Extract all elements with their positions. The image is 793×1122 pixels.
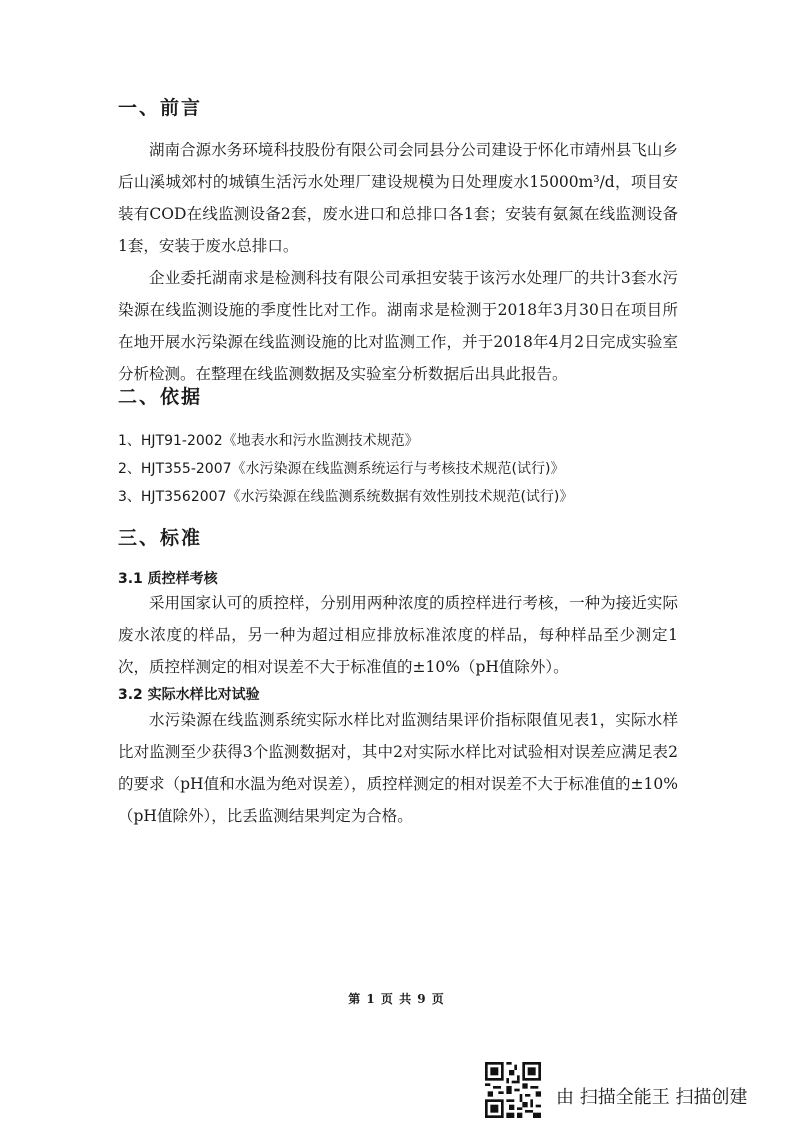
section-heading-basis: 二、依据 [118,386,203,408]
reference-item-2: 2、HJT355-2007《水污染源在线监测系统运行与考核技术规范(试行)》 [118,461,565,477]
qr-code-icon [485,1062,541,1118]
preface-paragraph-2: 企业委托湖南求是检测科技有限公司承担安装于该污水处理厂的共计3套水污染源在线监测设施的季度性比对工作。湖南求是检测于2018年3月30日在项目所在地开展水污染源在线监测设施的比对监测工作，并于2018年4月2日完成实验室分析检测。在整理在线监测数据及实验室分析数据后出具此报告。 [118,269,678,383]
page-number: 第 1 页 共 9 页 [348,992,445,1006]
reference-item-3: 3、HJT3562007《水污染源在线监测系统数据有效性别技术规范(试行)》 [118,489,574,505]
preface-paragraph-1: 湖南合源水务环境科技股份有限公司会同县分公司建设于怀化市靖州县飞山乡后山溪城郊村的城镇生活污水处理厂建设规模为日处理废水15000m³/d，项目安装有COD在线监测设备2套，废水进口和总排口各1套；安装有氨氮在线监测设备1套，安装于废水总排口。 [118,141,678,255]
reference-item-1: 1、HJT91-2002《地表水和污水监测技术规范》 [118,433,419,449]
qc-sample-paragraph: 采用国家认可的质控样，分别用两种浓度的质控样进行考核，一种为接近实际废水浓度的样品，另一种为超过相应排放标准浓度的样品，每种样品至少测定1次，质控样测定的相对误差不大于标准值的±10%（pH值除外）。 [118,594,678,676]
scanner-watermark-text: 由 扫描全能王 扫描创建 [556,1087,748,1108]
section-heading-standards: 三、标准 [118,527,203,549]
subsection-heading-qc-sample: 3.1 质控样考核 [118,571,218,587]
section-heading-preface: 一、前言 [118,97,203,119]
subsection-heading-water-comparison: 3.2 实际水样比对试验 [118,687,260,703]
water-comparison-paragraph: 水污染源在线监测系统实际水样比对监测结果评价指标限值见表1，实际水样比对监测至少获得3个监测数据对，其中2对实际水样比对试验相对误差应满足表2的要求（pH值和水温为绝对误差），质控样测定的相对误差不大于标准值的±10%（pH值除外），比丢监测结果判定为合格。 [118,711,678,825]
